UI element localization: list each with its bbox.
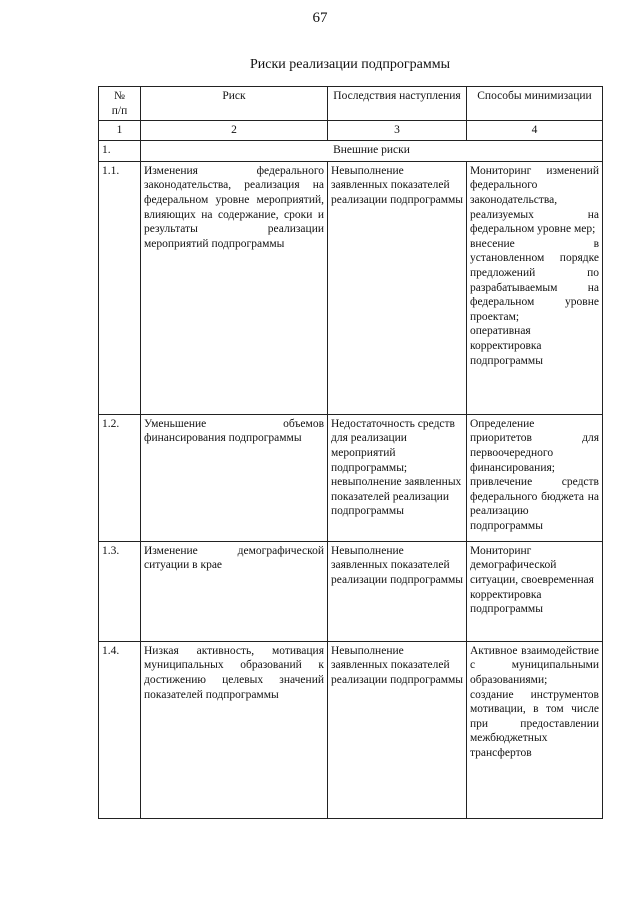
row-number: 1.1. xyxy=(99,161,141,414)
consequences-cell: Недостаточность средств для реализации мероприятий подпрограммы; невыполнение заявленных показателей реализации подпрограммы xyxy=(328,414,467,541)
column-number-row xyxy=(99,121,603,141)
methods-cell: Мониторинг изменений федерального законодательства, реализуемых на федеральном уровне мер; внесение в установленном порядке предложений по разрабатываемым на федеральном уровне проектам; оперативная корректировка подпрограммы xyxy=(467,161,603,414)
consequences-cell: Невыполнение заявленных показателей реализации подпрограммы xyxy=(328,161,467,414)
header-num: № п/п xyxy=(99,87,141,121)
header-consequences: Последствия наступления xyxy=(328,87,467,121)
consequences-cell: Невыполнение заявленных показателей реализации подпрограммы xyxy=(328,641,467,818)
methods-cell: Мониторинг демографической ситуации, своевременная корректировка подпрограммы xyxy=(467,541,603,641)
table-row xyxy=(99,641,603,818)
column-number: 1 xyxy=(99,121,141,141)
risk-cell: Изменения федерального законодательства, реализация на федеральном уровне мероприятий, влияющих на содержание, сроки и результаты реализации мероприятий подпрограммы xyxy=(141,161,328,414)
document-title: Риски реализации подпрограммы xyxy=(250,57,450,72)
column-number: 2 xyxy=(141,121,328,141)
consequences-cell: Невыполнение заявленных показателей реализации подпрограммы xyxy=(328,541,467,641)
section-number: 1. xyxy=(99,140,141,161)
column-number: 4 xyxy=(467,121,603,141)
risk-cell: Низкая активность, мотивация муниципальных образований к достижению целевых значений показателей подпрограммы xyxy=(141,641,328,818)
header-risk: Риск xyxy=(141,87,328,121)
row-number: 1.4. xyxy=(99,641,141,818)
table-row xyxy=(99,541,603,641)
methods-cell: Активное взаимодействие с муниципальными образованиями; создание инструментов мотивации, в том числе при предоставлении межбюджетных трансфертов xyxy=(467,641,603,818)
risk-cell: Уменьшение объемов финансирования подпрограммы xyxy=(141,414,328,541)
page-number: 67 xyxy=(312,10,328,26)
column-number: 3 xyxy=(328,121,467,141)
risk-cell: Изменение демографической ситуации в крае xyxy=(141,541,328,641)
methods-cell: Определение приоритетов для первоочередного финансирования; привлечение средств федерального бюджета на реализацию подпрограммы xyxy=(467,414,603,541)
section-row xyxy=(99,140,603,161)
risks-table xyxy=(98,86,603,819)
header-methods: Способы минимизации xyxy=(467,87,603,121)
section-label: Внешние риски xyxy=(141,140,603,161)
table-header-row xyxy=(99,87,603,121)
row-number: 1.2. xyxy=(99,414,141,541)
table-row xyxy=(99,161,603,414)
table-row xyxy=(99,414,603,541)
row-number: 1.3. xyxy=(99,541,141,641)
